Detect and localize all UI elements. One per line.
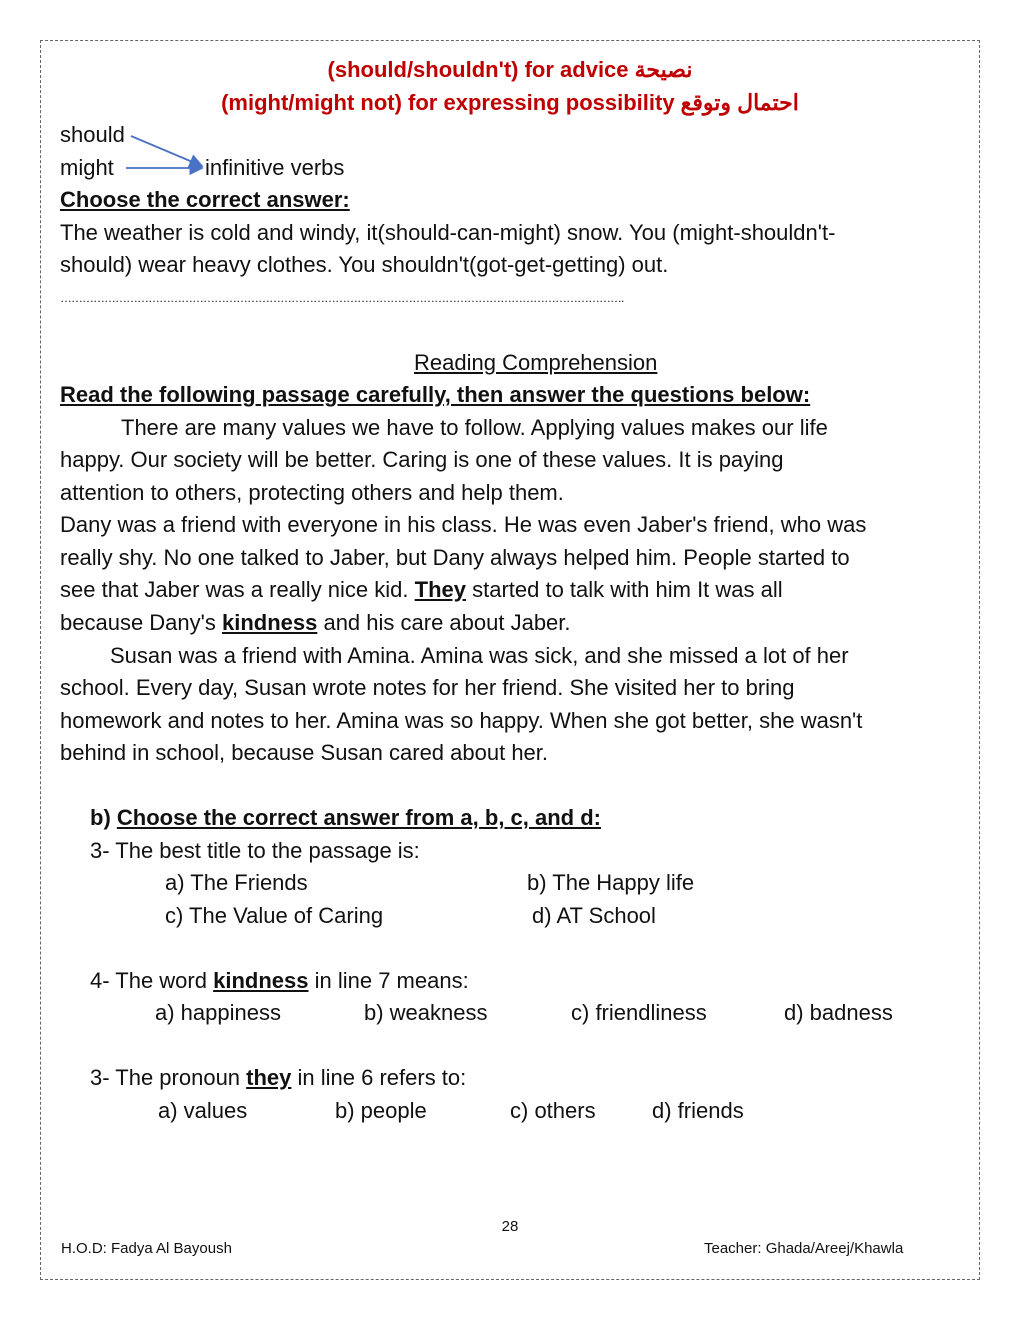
grammar-might: might	[60, 155, 114, 180]
option-c[interactable]: c) The Value of Caring	[165, 903, 384, 928]
passage-line: attention to others, protecting others and help them.	[60, 480, 564, 505]
text: because Dany's	[60, 610, 222, 635]
passage-line: school. Every day, Susan wrote notes for her friend. She visited her to bring	[60, 675, 795, 700]
text: started to talk with him It was all	[465, 577, 783, 602]
option-d[interactable]: d) badness	[784, 1000, 893, 1025]
answer-line[interactable]: ……………………………………………………………………………………………………………………………………….	[60, 291, 624, 305]
emphasis-kindness: kindness	[221, 610, 318, 635]
footer-teacher: Teacher: Ghada/Areej/Khawla	[704, 1240, 904, 1257]
footer-hod: H.O.D: Fadya Al Bayoush	[61, 1240, 232, 1257]
header-advice: (should/shouldn't) for advice نصيحة	[327, 57, 693, 82]
passage-line: really shy. No one talked to Jaber, but Dany always helped him. People started to	[60, 545, 850, 570]
option-c[interactable]: c) friendliness	[571, 1000, 707, 1025]
option-a[interactable]: a) values	[158, 1098, 248, 1123]
passage-line: homework and notes to her. Amina was so happy. When she got better, she wasn't	[60, 708, 863, 733]
passage-line	[60, 610, 571, 636]
page-number: 28	[501, 1218, 519, 1235]
reading-title: Reading Comprehension	[414, 350, 658, 375]
passage-line	[60, 577, 783, 603]
emphasis-they: they	[246, 1065, 292, 1090]
option-b[interactable]: b) people	[335, 1098, 427, 1123]
reading-instruction: Read the following passage carefully, then answer the questions below:	[60, 382, 811, 407]
passage-line: Susan was a friend with Amina. Amina was sick, and she missed a lot of her	[110, 643, 849, 668]
option-a[interactable]: a) The Friends	[165, 870, 308, 895]
option-d[interactable]: d) friends	[652, 1098, 744, 1123]
section-heading	[90, 805, 601, 831]
question-1-stem: 3- The best title to the passage is:	[90, 838, 420, 863]
question-3-stem	[90, 1065, 466, 1091]
exercise-line: should) wear heavy clothes. You shouldn't(got-get-getting) out.	[60, 252, 669, 277]
text: in line 6 refers to:	[291, 1065, 467, 1090]
arrow-icons	[0, 0, 1020, 200]
option-c[interactable]: c) others	[510, 1098, 596, 1123]
emphasis-they: They	[414, 577, 466, 602]
passage-line: happy. Our society will be better. Caring is one of these values. It is paying	[60, 447, 784, 472]
grammar-target: infinitive verbs	[205, 155, 345, 180]
passage-line: Dany was a friend with everyone in his class. He was even Jaber's friend, who was	[60, 512, 867, 537]
passage-line: behind in school, because Susan cared about her.	[60, 740, 549, 765]
text: in line 7 means:	[308, 968, 469, 993]
grammar-should: should	[60, 122, 125, 147]
emphasis-kindness: kindness	[213, 968, 309, 993]
header-possibility: (might/might not) for expressing possibility احتمال وتوقع	[221, 90, 799, 115]
text: 4- The word	[90, 968, 214, 993]
option-b[interactable]: b) The Happy life	[527, 870, 695, 895]
text: and his care about Jaber.	[317, 610, 571, 635]
passage-line: There are many values we have to follow. Applying values makes our life	[121, 415, 828, 440]
section-label: b)	[90, 805, 111, 830]
option-b[interactable]: b) weakness	[364, 1000, 488, 1025]
arrow-should-icon	[131, 136, 202, 166]
exercise-heading: Choose the correct answer:	[60, 187, 350, 212]
option-d[interactable]: d) AT School	[532, 903, 656, 928]
text: 3- The pronoun	[90, 1065, 247, 1090]
text: see that Jaber was a really nice kid.	[60, 577, 415, 602]
section-title: Choose the correct answer from a, b, c, and d:	[116, 805, 601, 830]
exercise-line: The weather is cold and windy, it(should-can-might) snow. You (might-shouldn't-	[60, 220, 836, 245]
question-2-stem	[90, 968, 469, 994]
option-a[interactable]: a) happiness	[155, 1000, 281, 1025]
